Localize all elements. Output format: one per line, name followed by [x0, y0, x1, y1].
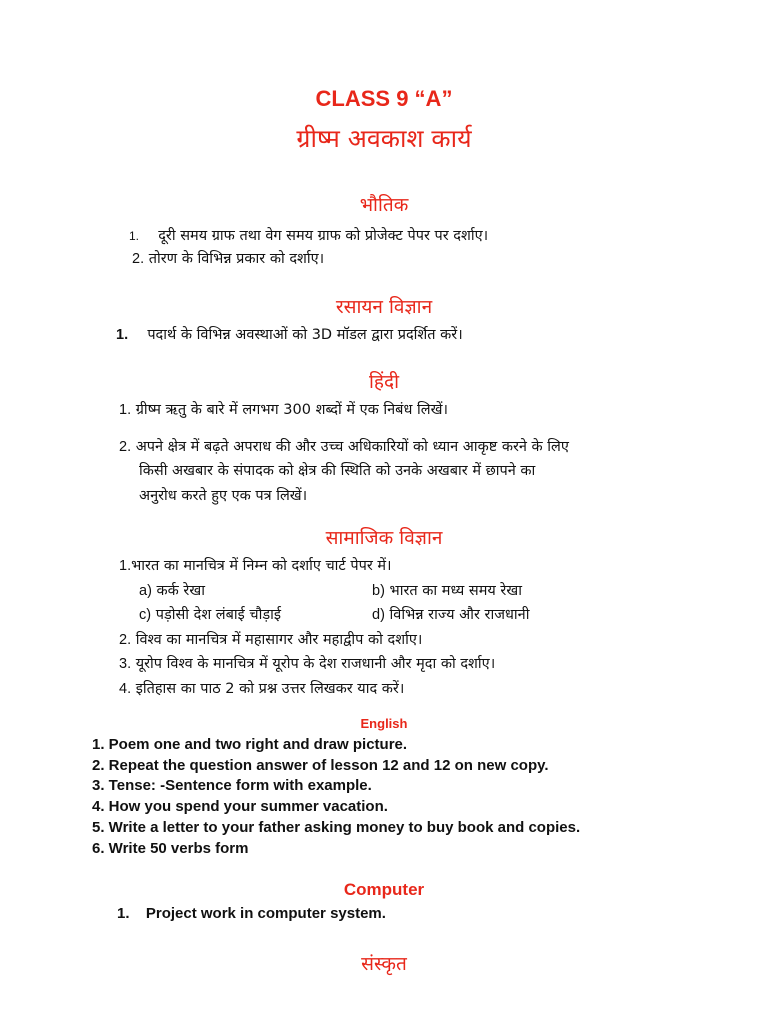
- social-subitem-d: [372, 604, 529, 624]
- subitem-text: विभिन्न राज्य और राजधानी: [389, 607, 530, 623]
- class-title: CLASS 9 “A”: [315, 86, 453, 111]
- item-text: Project work in computer system.: [145, 905, 386, 922]
- item-text-line: अपने क्षेत्र में बढ़ते अपराध की और उच्च अधिकारियों को ध्यान आकृष्ट करने के लिए: [135, 439, 569, 455]
- english-item-1: 1. Poem one and two right and draw picture.: [92, 736, 408, 753]
- item-number: 2.: [119, 439, 132, 455]
- english-item-6: 6. Write 50 verbs form: [92, 840, 249, 857]
- english-heading: English: [360, 716, 408, 731]
- english-item-2: 2. Repeat the question answer of lesson 12 and 12 on new copy.: [92, 757, 549, 774]
- item-text: यूरोप विश्व के मानचित्र में यूरोप के देश राजधानी और मृदा को दर्शाए।: [135, 656, 496, 672]
- hindi-heading: हिंदी: [368, 371, 400, 393]
- physics-item-1: [129, 225, 488, 245]
- computer-item-1: [117, 905, 386, 922]
- main-title: ग्रीष्म अवकाश कार्य: [296, 124, 472, 153]
- physics-item-2: [132, 248, 324, 268]
- item-text: ग्रीष्म ऋतु के बारे में लगभग 300 शब्दों में एक निबंध लिखें।: [135, 402, 448, 418]
- item-number: 1.: [129, 229, 140, 243]
- social-item-3: [119, 653, 495, 673]
- chemistry-item-1: [116, 324, 463, 344]
- item-number: 1.: [119, 402, 132, 418]
- item-number: 1.: [116, 327, 129, 343]
- sanskrit-heading: संस्कृत: [361, 953, 407, 975]
- social-subitem-a: [139, 580, 205, 600]
- item-number: 1.: [119, 558, 132, 574]
- english-item-5: 5. Write a letter to your father asking money to buy book and copies.: [92, 819, 581, 836]
- subitem-letter: a): [139, 583, 152, 599]
- subitem-text: कर्क रेखा: [156, 583, 205, 599]
- item-text: पदार्थ के विभिन्न अवस्थाओं को 3D मॉडल द्वारा प्रदर्शित करें।: [147, 327, 463, 343]
- item-number: 3.: [119, 656, 132, 672]
- item-text: विश्व का मानचित्र में महासागर और महाद्वीप को दर्शाए।: [135, 632, 423, 648]
- social-item-1: [119, 555, 392, 575]
- item-number: 1.: [117, 905, 130, 922]
- hindi-item-2-line-2: किसी अखबार के संपादक को क्षेत्र की स्थिति को उनके अखबार में छापने का: [139, 463, 536, 479]
- item-number: 2.: [132, 251, 145, 267]
- item-text: दूरी समय ग्राफ तथा वेग समय ग्राफ को प्रोजेक्ट पेपर पर दर्शाए।: [158, 228, 489, 244]
- item-number: 2.: [119, 632, 132, 648]
- physics-heading: भौतिक: [359, 194, 409, 216]
- social-subitem-b: [372, 580, 522, 600]
- chemistry-heading: रसायन विज्ञान: [335, 296, 433, 318]
- subitem-letter: c): [139, 607, 152, 623]
- english-item-3: 3. Tense: -Sentence form with example.: [92, 777, 372, 794]
- item-number: 4.: [119, 681, 132, 697]
- hindi-item-2: [119, 436, 569, 456]
- hindi-item-2-line-3: अनुरोध करते हुए एक पत्र लिखें।: [139, 488, 308, 504]
- subitem-text: भारत का मध्य समय रेखा: [389, 583, 522, 599]
- subitem-letter: d): [372, 607, 385, 623]
- item-text: भारत का मानचित्र में निम्न को दर्शाए चार्ट पेपर में।: [131, 558, 392, 574]
- hindi-item-1: [119, 399, 448, 419]
- social-item-4: [119, 678, 404, 698]
- social-item-2: [119, 629, 422, 649]
- social-subitem-c: [139, 604, 281, 624]
- item-text: इतिहास का पाठ 2 को प्रश्न उत्तर लिखकर याद करें।: [135, 681, 405, 697]
- social-science-heading: सामाजिक विज्ञान: [325, 527, 443, 549]
- subitem-letter: b): [372, 583, 385, 599]
- item-text: तोरण के विभिन्न प्रकार को दर्शाए।: [148, 251, 325, 267]
- english-item-4: 4. How you spend your summer vacation.: [92, 798, 388, 815]
- computer-heading: Computer: [343, 880, 425, 899]
- subitem-text: पड़ोसी देश लंबाई चौड़ाई: [155, 607, 281, 623]
